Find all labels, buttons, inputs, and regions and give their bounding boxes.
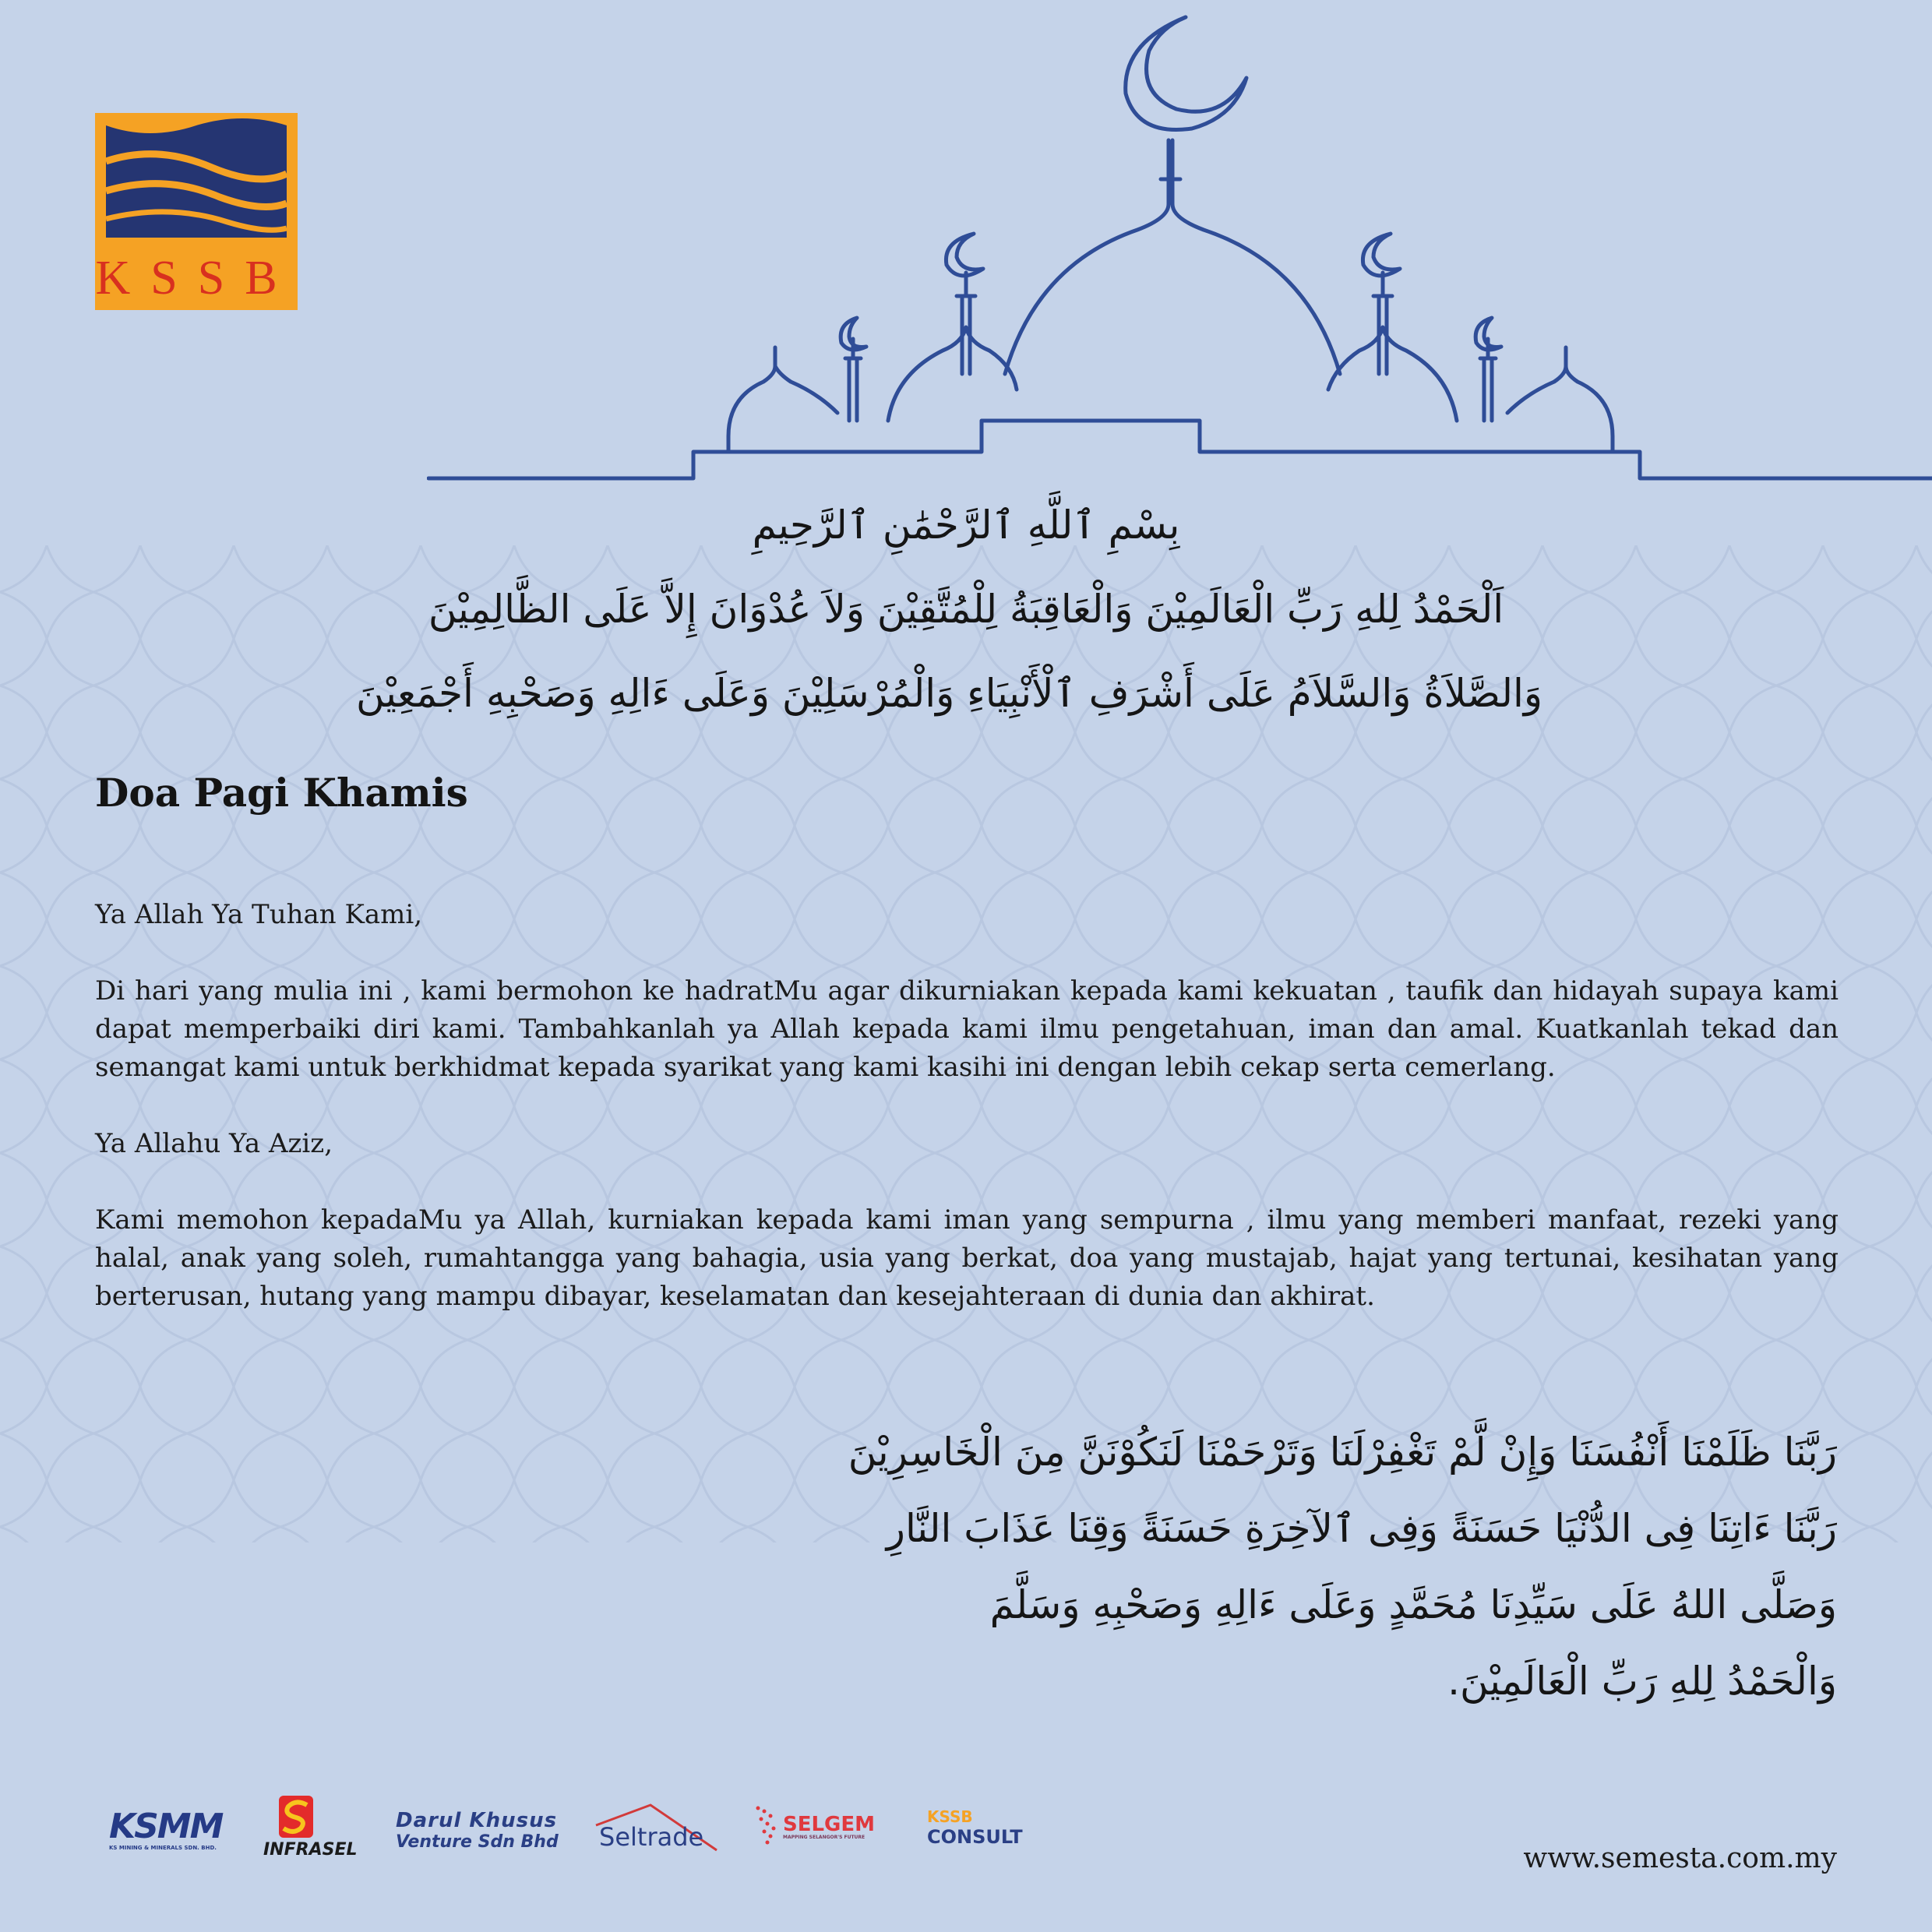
selgem-logo: SELGEM MAPPING SELANGOR'S FUTURE <box>752 1803 783 1850</box>
darul-khusus-logo: Darul Khusus Venture Sdn Bhd <box>396 1809 559 1852</box>
infrasel-s-icon <box>273 1796 319 1838</box>
kssb-logo <box>95 113 298 310</box>
arabic-line: رَبَّنَا ءَاتِنَا فِى الدُّنْيَا حَسَنَةً وَفِى ٱلآخِرَةِ حَسَنَةً وَقِنَا عَذَابَ النَّارِ <box>886 1506 1837 1551</box>
arabic-line: اَلْحَمْدُ لِلهِ رَبِّ الْعَالَمِيْنَ وَالْعَاقِبَةُ لِلْمُتَّقِيْنَ وَلاَ عُدْوَانَ إِلاَّ عَلَى الظَّالِمِيْنَ <box>428 587 1504 632</box>
arabic-line: وَالْحَمْدُ لِلهِ رَبِّ الْعَالَمِيْنَ. <box>1447 1659 1837 1704</box>
arabic-opening <box>355 483 1542 735</box>
arabic-line: بِسْمِ ٱللَّهِ ٱلرَّحْمَٰنِ ٱلرَّحِيمِ <box>752 502 1180 548</box>
selgem-dots-icon <box>752 1803 783 1847</box>
arabic-line: رَبَّنَا ظَلَمْنَا أَنْفُسَنَا وَإِنْ لَّمْ تَغْفِرْلَنَا وَتَرْحَمْنَا لَنَكُوْنَنَّ مِنَ الْخَاسِرِيْنَ <box>848 1430 1837 1475</box>
seltrade-logo: Seltrade <box>588 1802 721 1860</box>
prayer-body <box>95 896 1839 1354</box>
infrasel-logo: INFRASEL <box>273 1796 357 1860</box>
mosque-outline <box>427 8 1932 483</box>
arabic-line: وَصَلَّى اللهُ عَلَى سَيِّدِنَا مُحَمَّدٍ وَعَلَى ءَالِهِ وَصَحْبِهِ وَسَلَّمَ <box>989 1582 1837 1627</box>
partner-logos <box>109 1796 1044 1858</box>
page-title: Doa Pagi Khamis <box>95 770 468 816</box>
arabic-line: وَالصَّلاَةُ وَالسَّلاَمُ عَلَى أَشْرَفِ ٱلْأَنْبِيَاءِ وَالْمُرْسَلِيْنَ وَعَلَى ءَالِهِ وَصَحْبِهِ أَجْمَعِيْنَ <box>355 671 1542 716</box>
website-url: www.semesta.com.my <box>1523 1842 1837 1874</box>
logo-text: KSSB <box>95 252 298 305</box>
ksmm-logo: KSMM KS MINING & MINERALS SDN. BHD. <box>109 1807 223 1851</box>
paragraph: Kami memohon kepadaMu ya Allah, kurniakan kepada kami iman yang sempurna , ilmu yang memberi manfaat, rezeki yang halal, anak yang soleh, rumahtangga yang bahagia, usia yang berkat, doa yang mustajab, hajat yang tertunai, kesihatan yang berterusan, hutang yang mampu dibayar, keselamatan dan kesejahteraan di dunia dan akhirat. <box>95 1204 1839 1312</box>
paragraph: Di hari yang mulia ini , kami bermohon ke hadratMu agar dikurniakan kepada kami kekuatan , taufik dan hidayah supaya kami dapat memperbaiki diri kami. Tambahkanlah ya Allah kepada kami ilmu pengetahuan, iman dan amal. Kuatkanlah tekad dan semangat kami untuk berkhidmat kepada syarikat yang kami kasihi ini dengan lebih cekap serta cemerlang. <box>95 975 1839 1083</box>
paragraph: Ya Allahu Ya Aziz, <box>95 1128 333 1159</box>
arabic-closing <box>591 1414 1837 1719</box>
kssb-consult-logo: KSSB CONSULT <box>927 1807 1023 1848</box>
paragraph: Ya Allah Ya Tuhan Kami, <box>95 899 423 930</box>
